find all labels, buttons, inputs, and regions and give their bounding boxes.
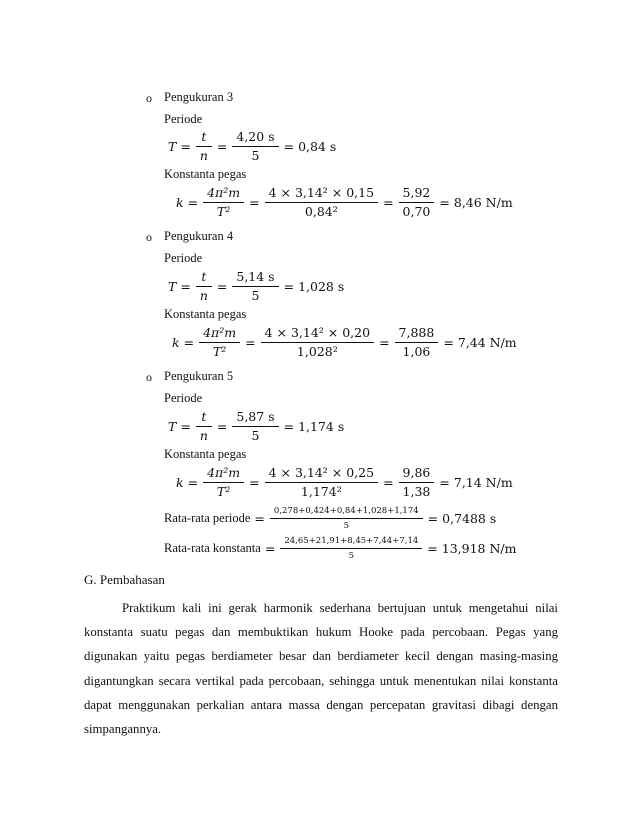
equation-result: 0,84 s	[298, 139, 337, 154]
fraction: $\frac{t}{n}$	[198, 130, 210, 163]
paragraph-line: konstanta suatu pegas dan membuktikan hukum Hooke pada percobaan. Pegas yang	[84, 625, 558, 640]
average-konstanta-result: 13,918 N/m	[441, 541, 517, 556]
equation-lhs: T	[168, 279, 177, 294]
paragraph-line: simpangannya.	[84, 721, 162, 736]
equation-result: 8,46 N/m	[453, 195, 513, 210]
fraction: $\frac{t}{n}$	[198, 270, 210, 303]
measurement-title: Pengukuran 4	[164, 229, 234, 243]
equation-lhs: k	[176, 475, 184, 490]
fraction: $\frac{0,278+0,424+0,84+1,028+1,174}{5}$	[272, 506, 421, 531]
konstanta-label: Konstanta pegas	[164, 167, 247, 181]
average-konstanta-label: Rata-rata konstanta	[164, 541, 261, 555]
equation-result: 1,028 s	[298, 279, 345, 294]
fraction: $\frac{\text{4 × 3,14² × 0,15}}{\text{0,84²}}$	[267, 186, 376, 219]
list-bullet: o	[146, 370, 152, 384]
paragraph-line: digantungkan secara vertikal pada percobaan, sehingga untuk menentukan nilai konstanta	[84, 673, 558, 688]
average-periode-result: 0,7488 s	[442, 511, 497, 526]
paragraph-line: digunakan yaitu pegas berdiameter besar dan berdiameter kecil dengan masing-masing	[84, 649, 558, 664]
fraction: $\frac{\text{4 × 3,14² × 0,25}}{\text{1,174²}}$	[267, 466, 376, 499]
fraction: $\frac{t}{n}$	[198, 410, 210, 443]
equation-lhs: k	[176, 195, 184, 210]
fraction: $\frac{5,87 s}{5}$	[234, 410, 276, 443]
fraction: $\frac{5,14 s}{5}$	[234, 270, 276, 303]
periode-equation: T = $\frac{t}{n}$ = $\frac{5,14 s}{5}$ = 1,028 s	[168, 269, 345, 303]
equation-lhs: k	[172, 335, 180, 350]
periode-label: Periode	[164, 251, 203, 265]
paragraph-line: dapat menggunakan perkalian antara massa dengan percepatan gravitasi dibagi dengan	[84, 697, 558, 712]
konstanta-label: Konstanta pegas	[164, 307, 247, 321]
equation-result: 7,14 N/m	[453, 475, 513, 490]
konstanta-equation: k = $\frac{\text{4π²m}}{\text{T²}}$ = $\frac{\text{4 × 3,14² × 0,20}}{\text{1,028²}}$ = $\frac{7,888}{1,06}$ = 7,44 N/m	[172, 325, 517, 359]
average-periode-equation: Rata-rata periode = $\frac{0,278+0,424+0,84+1,028+1,174}{5}$ = 0,7488 s	[164, 506, 497, 531]
equation-result: 1,174 s	[298, 419, 345, 434]
fraction: $\frac{7,888}{1,06}$	[397, 326, 437, 359]
konstanta-label: Konstanta pegas	[164, 447, 247, 461]
konstanta-equation: k = $\frac{\text{4π²m}}{\text{T²}}$ = $\frac{\text{4 × 3,14² × 0,15}}{\text{0,84²}}$ = $\frac{5,92}{0,70}$ = 8,46 N/m	[176, 185, 513, 219]
section-paragraph	[84, 596, 558, 741]
equation-lhs: T	[168, 139, 177, 154]
fraction: $\frac{\text{4π²m}}{\text{T²}}$	[201, 326, 238, 359]
periode-equation: T = $\frac{t}{n}$ = $\frac{5,87 s}{5}$ = 1,174 s	[168, 409, 345, 443]
fraction: $\frac{5,92}{0,70}$	[401, 186, 433, 219]
measurement-title: Pengukuran 3	[164, 90, 234, 104]
periode-label: Periode	[164, 112, 203, 126]
fraction: $\frac{24,65+21,91+8,45+7,44+7,14}{5}$	[282, 536, 420, 561]
periode-label: Periode	[164, 391, 203, 405]
section-heading: G. Pembahasan	[84, 572, 165, 587]
fraction: $\frac{\text{4π²m}}{\text{T²}}$	[205, 466, 242, 499]
equation-result: 7,44 N/m	[457, 335, 517, 350]
fraction: $\frac{\text{4π²m}}{\text{T²}}$	[205, 186, 242, 219]
average-konstanta-equation: Rata-rata konstanta = $\frac{24,65+21,91+8,45+7,44+7,14}{5}$ = 13,918 N/m	[164, 536, 517, 561]
measurement-title: Pengukuran 5	[164, 369, 234, 383]
fraction: $\frac{9,86}{1,38}$	[401, 466, 433, 499]
fraction: $\frac{4,20 s}{5}$	[234, 130, 276, 163]
fraction: $\frac{\text{4 × 3,14² × 0,20}}{\text{1,028²}}$	[263, 326, 372, 359]
konstanta-equation: k = $\frac{\text{4π²m}}{\text{T²}}$ = $\frac{\text{4 × 3,14² × 0,25}}{\text{1,174²}}$ = $\frac{9,86}{1,38}$ = 7,14 N/m	[176, 465, 513, 499]
list-bullet: o	[146, 230, 152, 244]
equation-lhs: T	[168, 419, 177, 434]
average-periode-label: Rata-rata periode	[164, 511, 251, 525]
paragraph-line: Praktikum kali ini gerak harmonik sederhana bertujuan untuk mengetahui nilai	[122, 601, 558, 615]
list-bullet: o	[146, 91, 152, 105]
periode-equation: T = $\frac{t}{n}$ = $\frac{4,20 s}{5}$ = 0,84 s	[168, 129, 337, 163]
